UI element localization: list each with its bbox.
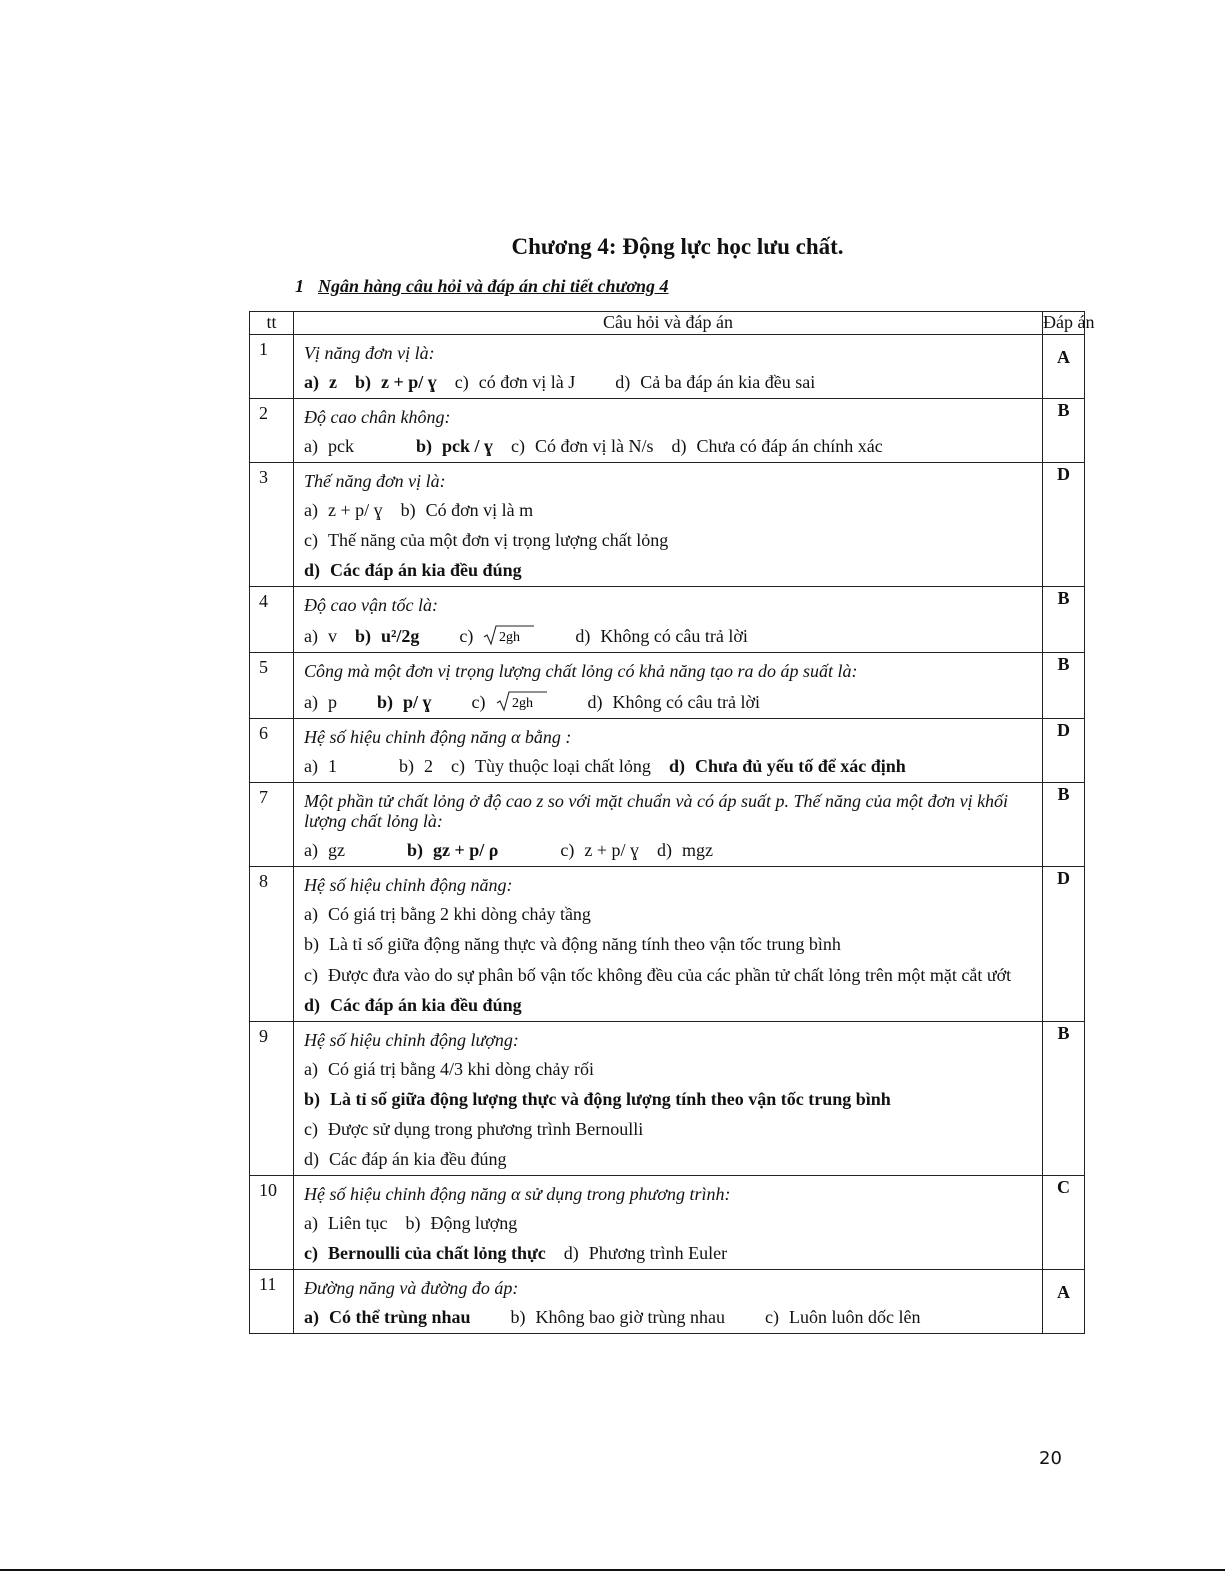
option-label: c) <box>765 1307 780 1327</box>
question-number: 10 <box>250 1176 294 1270</box>
answer-key: B <box>1043 783 1085 867</box>
answer-option <box>304 560 522 580</box>
option-label: c) <box>454 372 469 392</box>
option-label: b) <box>304 934 319 954</box>
answer-option <box>401 500 534 520</box>
option-label: b) <box>354 626 371 646</box>
option-text: Cả ba đáp án kia đều sai <box>640 372 816 392</box>
option-text: p <box>327 692 337 712</box>
answer-key: A <box>1043 1270 1085 1334</box>
option-text: Có đơn vị là N/s <box>535 436 654 456</box>
table-row <box>250 399 1085 463</box>
option-text: Có giá trị bằng 2 khi dòng chảy tầng <box>327 904 591 924</box>
question-cell <box>294 867 1043 1022</box>
question-table <box>249 311 1095 1334</box>
option-label: b) <box>510 1307 526 1327</box>
question-cell <box>294 783 1043 867</box>
table-row <box>250 783 1085 867</box>
answer-option <box>304 1307 471 1327</box>
option-label: b) <box>405 1213 421 1233</box>
answer-option <box>459 626 535 646</box>
option-label: b) <box>400 500 416 520</box>
option-text: Không có câu trả lời <box>612 692 760 712</box>
option-label: a) <box>304 1307 319 1327</box>
answer-option <box>511 1307 726 1327</box>
section-number: 1 <box>295 276 304 296</box>
option-label: a) <box>304 904 318 924</box>
answer-option <box>304 436 354 456</box>
option-label: b) <box>376 692 393 712</box>
option-label: c) <box>511 436 525 456</box>
option-text: Không có câu trả lời <box>600 626 748 646</box>
answer-key: C <box>1043 1176 1085 1270</box>
answer-key: B <box>1043 1022 1085 1176</box>
answer-option <box>304 995 522 1015</box>
answer-option <box>304 626 337 646</box>
option-line <box>304 1059 1036 1080</box>
option-text: Có giá trị bằng 4/3 khi dòng chảy rối <box>327 1059 594 1079</box>
option-line <box>304 904 1036 925</box>
option-line <box>304 756 1036 777</box>
option-text: Được đưa vào do sự phân bố vận tốc không đều của các phần tử chất lỏng trên một mặt cắt ướt <box>327 965 1012 985</box>
answer-option <box>455 372 576 392</box>
answer-option <box>377 692 432 712</box>
sqrt-expression <box>496 690 548 713</box>
option-text: Thế năng của một đơn vị trọng lượng chất lỏng <box>327 530 669 550</box>
option-label: c) <box>459 626 474 646</box>
option-text: Không bao giờ trùng nhau <box>535 1307 726 1327</box>
question-cell <box>294 653 1043 719</box>
option-label: d) <box>575 626 591 646</box>
table-row <box>250 1022 1085 1176</box>
option-line <box>304 840 1036 861</box>
header-tt: tt <box>250 312 294 335</box>
option-text: z + p/ ɣ <box>584 840 640 860</box>
question-number: 8 <box>250 867 294 1022</box>
option-text: Phương trình Euler <box>588 1243 728 1263</box>
option-text: gz <box>327 840 345 860</box>
answer-key: D <box>1043 463 1085 587</box>
option-line <box>304 372 1036 393</box>
option-label: b) <box>398 756 414 776</box>
answer-option <box>407 840 498 860</box>
answer-option <box>304 1119 643 1139</box>
answer-key: A <box>1043 335 1085 399</box>
option-label: a) <box>304 500 318 520</box>
question-cell <box>294 719 1043 783</box>
answer-option <box>304 756 337 776</box>
option-label: c) <box>471 692 486 712</box>
question-cell <box>294 463 1043 587</box>
answer-option <box>304 934 841 954</box>
option-text: Bernoulli của chất lỏng thực <box>327 1243 546 1263</box>
answer-option <box>405 1213 517 1233</box>
option-line <box>304 500 1036 521</box>
answer-option <box>399 756 433 776</box>
table-body <box>250 335 1085 1334</box>
question-cell <box>294 399 1043 463</box>
option-label: b) <box>304 1089 321 1109</box>
table-row <box>250 653 1085 719</box>
answer-option <box>588 692 760 712</box>
question-number: 5 <box>250 653 294 719</box>
option-line <box>304 1119 1036 1140</box>
option-text: Chưa có đáp án chính xác <box>696 436 883 456</box>
header-answer: Đáp án <box>1043 312 1085 335</box>
question-text: Công mà một đơn vị trọng lượng chất lỏng có khả năng tạo ra do áp suất là: <box>304 661 858 681</box>
option-label: d) <box>304 560 321 580</box>
footer-rule <box>0 1569 1225 1571</box>
question-cell <box>294 1176 1043 1270</box>
question-number: 2 <box>250 399 294 463</box>
sqrt-expression <box>483 624 535 647</box>
option-label: c) <box>304 1243 318 1263</box>
option-label: a) <box>304 692 318 712</box>
option-text: mgz <box>682 840 714 860</box>
option-line <box>304 1243 1036 1264</box>
option-text: Tùy thuộc loại chất lỏng <box>474 756 651 776</box>
option-label: a) <box>304 756 318 776</box>
option-text: pck / ɣ <box>442 436 494 456</box>
answer-option <box>575 626 747 646</box>
answer-option <box>304 965 1011 985</box>
option-line <box>304 1307 1036 1328</box>
option-text: Các đáp án kia đều đúng <box>330 560 522 580</box>
option-label: a) <box>304 1059 318 1079</box>
option-line <box>304 964 1036 986</box>
option-text: Động lượng <box>430 1213 518 1233</box>
answer-option <box>304 1059 594 1079</box>
question-text: Một phần tử chất lỏng ở độ cao z so với mặt chuẩn và có áp suất p. Thế năng của một đơn vị khối lượng chất lỏng là: <box>304 791 1009 831</box>
option-text: Các đáp án kia đều đúng <box>329 1149 507 1169</box>
answer-option <box>304 904 591 924</box>
question-number: 6 <box>250 719 294 783</box>
option-label: c) <box>304 530 318 550</box>
option-label: d) <box>304 995 321 1015</box>
question-text: Đường năng và đường đo áp: <box>304 1278 519 1298</box>
answer-option <box>304 1149 506 1169</box>
answer-option <box>560 840 639 860</box>
option-label: b) <box>355 372 372 392</box>
page-title: Chương 4: Động lực học lưu chất. <box>511 234 844 259</box>
table-row <box>250 719 1085 783</box>
table-header-row <box>250 312 1085 335</box>
option-line <box>304 995 1036 1016</box>
answer-option <box>672 436 883 456</box>
answer-option <box>304 530 668 550</box>
option-label: d) <box>563 1243 579 1263</box>
answer-option <box>304 500 383 520</box>
question-number: 9 <box>250 1022 294 1176</box>
answer-option <box>355 372 437 392</box>
option-line <box>304 1149 1036 1170</box>
answer-option <box>304 1243 546 1263</box>
option-label: c) <box>560 840 575 860</box>
option-line <box>304 690 1036 713</box>
answer-key: B <box>1043 653 1085 719</box>
option-label: a) <box>304 626 318 646</box>
question-text: Độ cao vận tốc là: <box>304 595 438 615</box>
question-text: Hệ số hiệu chỉnh động lượng: <box>304 1030 519 1050</box>
option-text: z + p/ ɣ <box>327 500 383 520</box>
option-label: a) <box>304 436 318 456</box>
page-number: 20 <box>1039 1448 1062 1469</box>
option-line <box>304 624 1036 647</box>
question-cell <box>294 1022 1043 1176</box>
answer-option <box>416 436 493 456</box>
option-label: a) <box>304 840 318 860</box>
question-text: Độ cao chân không: <box>304 407 451 427</box>
table-row <box>250 867 1085 1022</box>
option-label: d) <box>304 1149 319 1169</box>
question-number: 1 <box>250 335 294 399</box>
option-text: z + p/ ɣ <box>381 372 437 392</box>
answer-key: D <box>1043 867 1085 1022</box>
option-line <box>304 530 1036 551</box>
option-text: 2 <box>423 756 433 776</box>
option-label: c) <box>450 756 465 776</box>
option-line <box>304 436 1036 457</box>
question-number: 4 <box>250 587 294 653</box>
sqrt-radicand: 2gh <box>499 630 521 645</box>
option-text: Được sử dụng trong phương trình Bernoulli <box>327 1119 644 1139</box>
table-row <box>250 463 1085 587</box>
option-text: Là tỉ số giữa động lượng thực và động lượng tính theo vận tốc trung bình <box>330 1089 891 1109</box>
answer-option <box>355 626 419 646</box>
table-row <box>250 335 1085 399</box>
section-heading <box>295 276 669 297</box>
option-label: d) <box>671 436 687 456</box>
answer-key: D <box>1043 719 1085 783</box>
option-text: có đơn vị là J <box>478 372 576 392</box>
option-text: Các đáp án kia đều đúng <box>330 995 522 1015</box>
header-question: Câu hỏi và đáp án <box>294 312 1043 335</box>
option-label: d) <box>668 756 685 776</box>
answer-option <box>304 1089 891 1109</box>
answer-option <box>451 756 651 776</box>
option-label: c) <box>304 1119 318 1139</box>
answer-option <box>615 372 815 392</box>
option-line <box>304 1089 1036 1110</box>
option-text: Là tỉ số giữa động năng thực và động năng tính theo vận tốc trung bình <box>329 934 841 954</box>
option-label: c) <box>304 965 318 985</box>
option-label: d) <box>657 840 673 860</box>
option-text: Chưa đủ yếu tố để xác định <box>694 756 906 776</box>
option-text: u²/2g <box>381 626 420 646</box>
option-text: Luôn luôn dốc lên <box>789 1307 921 1327</box>
option-text: v <box>327 626 337 646</box>
table-row <box>250 1270 1085 1334</box>
option-label: d) <box>615 372 631 392</box>
question-cell <box>294 335 1043 399</box>
table-row <box>250 1176 1085 1270</box>
option-text: Liên tục <box>327 1213 388 1233</box>
question-text: Vị năng đơn vị là: <box>304 343 435 363</box>
option-text: z <box>329 372 337 392</box>
option-label: b) <box>415 436 432 456</box>
answer-key: B <box>1043 399 1085 463</box>
option-line <box>304 934 1036 955</box>
answer-option <box>669 756 906 776</box>
sqrt-radicand: 2gh <box>511 696 533 711</box>
answer-option <box>304 1213 387 1233</box>
question-cell <box>294 1270 1043 1334</box>
option-label: b) <box>406 840 423 860</box>
answer-option <box>511 436 654 456</box>
question-text: Hệ số hiệu chỉnh động năng α bằng : <box>304 727 572 747</box>
option-line <box>304 1213 1036 1234</box>
option-line <box>304 560 1036 581</box>
option-label: a) <box>304 372 319 392</box>
section-text: Ngân hàng câu hỏi và đáp án chi tiết chương 4 <box>318 276 669 296</box>
question-number: 3 <box>250 463 294 587</box>
answer-option <box>765 1307 920 1327</box>
option-label: d) <box>587 692 603 712</box>
answer-option <box>304 692 337 712</box>
sqrt-icon <box>496 690 548 712</box>
answer-option <box>304 372 337 392</box>
question-text: Thế năng đơn vị là: <box>304 471 446 491</box>
option-label: a) <box>304 1213 318 1233</box>
option-text: Có đơn vị là m <box>425 500 534 520</box>
answer-option <box>472 692 548 712</box>
option-text: Có thể trùng nhau <box>329 1307 471 1327</box>
option-text: 1 <box>327 756 337 776</box>
answer-option <box>564 1243 727 1263</box>
answer-option <box>304 840 345 860</box>
sqrt-icon <box>483 624 535 646</box>
option-text: gz + p/ ρ <box>433 840 499 860</box>
question-text: Hệ số hiệu chỉnh động năng: <box>304 875 513 895</box>
answer-key: B <box>1043 587 1085 653</box>
question-number: 7 <box>250 783 294 867</box>
option-text: p/ ɣ <box>403 692 432 712</box>
question-cell <box>294 587 1043 653</box>
option-text: pck <box>327 436 354 456</box>
table-row <box>250 587 1085 653</box>
question-text: Hệ số hiệu chỉnh động năng α sử dụng trong phương trình: <box>304 1184 731 1204</box>
question-number: 11 <box>250 1270 294 1334</box>
answer-option <box>657 840 713 860</box>
